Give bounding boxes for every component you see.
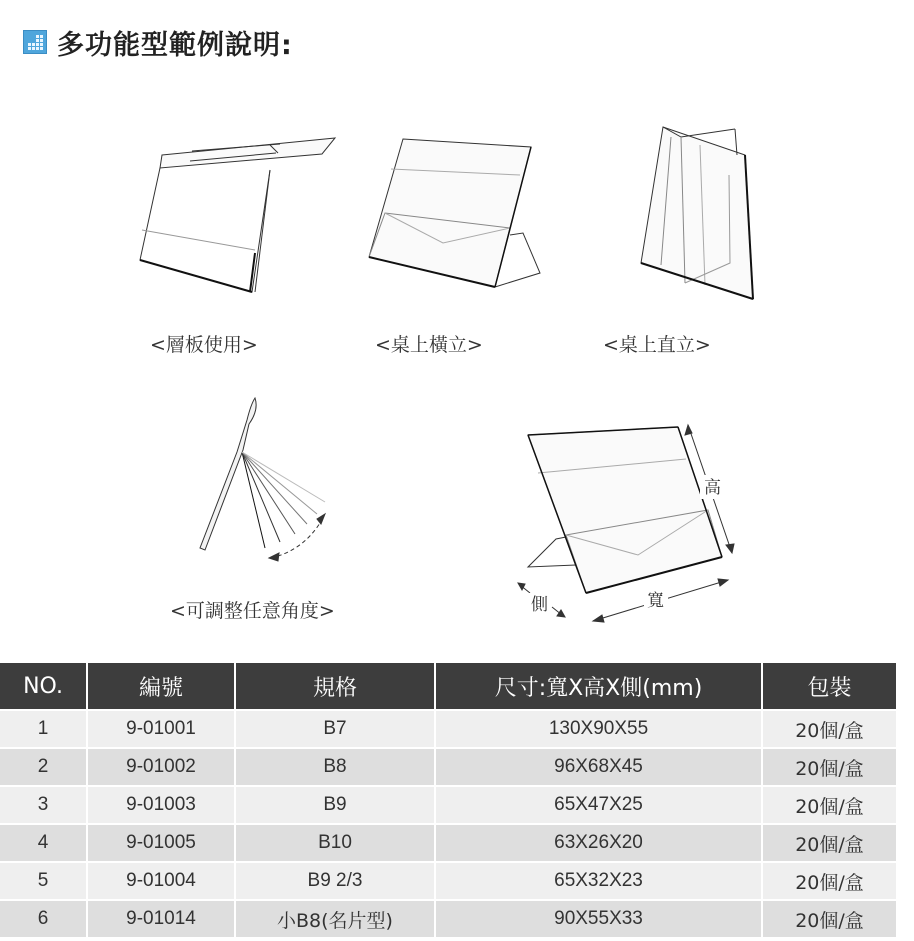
cell-spec: B8: [235, 748, 435, 786]
adjustable-angle-caption: <可調整任意角度>: [170, 600, 335, 622]
cell-size: 63X26X20: [435, 824, 762, 862]
dimension-illustration: [508, 415, 748, 630]
cell-package: 20個/盒: [762, 786, 896, 824]
section-heading: [23, 22, 293, 62]
header-code: 編號: [87, 663, 235, 710]
cell-code: 9-01005: [87, 824, 235, 862]
side-label: 側: [531, 595, 548, 615]
cell-package: 20個/盒: [762, 824, 896, 862]
cell-size: 90X55X33: [435, 900, 762, 937]
cell-code: 9-01004: [87, 862, 235, 900]
cell-package: 20個/盒: [762, 710, 896, 748]
desk-landscape-illustration: [355, 125, 555, 295]
height-label: 高: [704, 478, 721, 498]
cell-no: 2: [0, 748, 87, 786]
width-label: 寬: [647, 591, 664, 611]
shelf-use-illustration: [130, 120, 350, 310]
desk-landscape-caption: <桌上橫立>: [375, 334, 483, 356]
cell-spec: B10: [235, 824, 435, 862]
dotted-square-icon: [23, 30, 47, 54]
cell-spec: B9: [235, 786, 435, 824]
cell-no: 5: [0, 862, 87, 900]
table-header-row: [0, 663, 896, 710]
header-spec: 規格: [235, 663, 435, 710]
adjustable-angle-illustration: [185, 390, 345, 570]
cell-no: 6: [0, 900, 87, 937]
cell-size: 65X47X25: [435, 786, 762, 824]
table-row: [0, 862, 896, 900]
cell-package: 20個/盒: [762, 748, 896, 786]
cell-code: 9-01003: [87, 786, 235, 824]
table-row: [0, 824, 896, 862]
shelf-use-caption: <層板使用>: [150, 334, 258, 356]
desk-portrait-caption: <桌上直立>: [603, 334, 711, 356]
cell-spec: B7: [235, 710, 435, 748]
table-row: [0, 748, 896, 786]
table-row: [0, 710, 896, 748]
cell-no: 4: [0, 824, 87, 862]
cell-code: 9-01014: [87, 900, 235, 937]
cell-no: 3: [0, 786, 87, 824]
desk-portrait-illustration: [625, 115, 785, 310]
header-package: 包裝: [762, 663, 896, 710]
cell-size: 96X68X45: [435, 748, 762, 786]
cell-package: 20個/盒: [762, 862, 896, 900]
spec-table: [0, 663, 896, 937]
cell-size: 130X90X55: [435, 710, 762, 748]
cell-spec: B9 2/3: [235, 862, 435, 900]
table-row: [0, 786, 896, 824]
cell-code: 9-01001: [87, 710, 235, 748]
cell-size: 65X32X23: [435, 862, 762, 900]
page-title: 多功能型範例說明:: [57, 29, 293, 61]
table-row: [0, 900, 896, 937]
cell-package: 20個/盒: [762, 900, 896, 937]
header-no: NO.: [0, 663, 87, 710]
header-size: 尺寸:寬X高X側(mm): [435, 663, 762, 710]
cell-code: 9-01002: [87, 748, 235, 786]
cell-spec: 小B8(名片型): [235, 900, 435, 937]
cell-no: 1: [0, 710, 87, 748]
